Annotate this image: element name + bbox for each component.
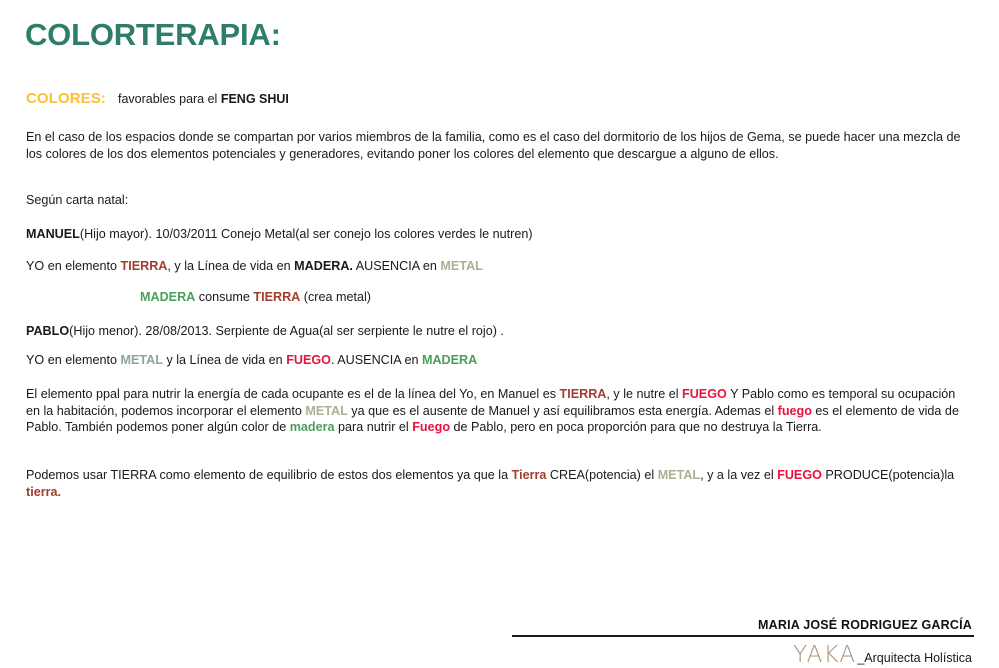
element-tierra: TIERRA [253,290,301,304]
element-madera: MADERA [421,353,478,367]
paragraph-manuel-cycle [26,289,840,306]
element-fuego: Fuego [412,420,451,434]
element-fuego: fuego [777,403,812,418]
pablo-details: (Hijo menor). 28/08/2013. Serpiente de Agua(al ser serpiente le nutre el rojo) . [69,324,504,338]
element-metal: METAL [440,259,483,273]
element-metal: METAL [657,468,701,482]
sintesis-seg5: es el elemento de vida de Pablo. También podemos poner algún color de [26,403,959,434]
element-tierra: TIERRA [120,259,168,273]
pablo-name: PABLO [26,324,70,338]
footer [512,618,974,668]
element-tierra: TIERRA [559,387,607,401]
footer-brand [512,642,974,668]
page-title: COLORTERAPIA: [25,17,281,52]
equilibrio-seg2: CREA(potencia) el [546,468,658,482]
paragraph-sintesis [26,386,972,436]
manuel-seg2: , y la Línea de vida en [167,259,295,273]
paragraph-equilibrio [26,467,972,500]
footer-divider [512,635,974,637]
equilibrio-seg1: Podemos usar TIERRA como elemento de equilibrio de estos dos elementos ya que la [26,468,512,482]
pablo-seg3: . AUSENCIA en [330,353,422,367]
element-fuego: FUEGO [777,468,822,482]
element-fuego: FUEGO [682,387,727,401]
element-madera: madera [289,420,335,434]
sintesis-seg7: de Pablo, pero en poca proporción para que no destruya la Tierra. [450,420,822,434]
sintesis-seg6: para nutrir el [334,420,413,434]
element-metal: METAL [305,403,348,418]
element-metal: METAL [120,353,163,367]
element-tierra: Tierra [511,468,547,482]
sintesis-seg3: Y Pablo como es temporal su ocupación en la habitación, podemos incorporar el elemento [26,387,956,418]
pablo-seg1: YO en elemento [26,353,121,367]
brand-tagline: _Arquitecta Holística [857,651,972,665]
element-fuego: FUEGO [286,353,331,367]
paragraph-pablo-elements [26,352,726,369]
element-madera: MADERA [140,290,196,304]
subtitle-label: COLORES: [26,90,106,107]
paragraph-pablo [26,323,726,340]
manuel-cycle-seg1: consume [195,290,254,304]
equilibrio-seg4: PRODUCE(potencia)la [821,468,955,482]
subtitle-text [118,92,289,106]
sintesis-seg4: ya que es el ausente de Manuel y así equilibramos esta energía. Ademas el [347,403,778,418]
subtitle-prefix: favorables para el [117,92,221,106]
paragraph-manuel [26,226,726,243]
paragraph-natal-heading: Según carta natal: [26,193,129,207]
element-tierra: tierra. [26,484,62,499]
equilibrio-seg3: , y a la vez el [700,468,778,482]
element-madera-bold: MADERA. [294,259,353,273]
footer-author-name: MARIA JOSÉ RODRIGUEZ GARCÍA [758,618,972,632]
manuel-seg3: AUSENCIA en [352,259,441,273]
pablo-seg2: y la Línea de vida en [162,353,287,367]
brand-logo-text: YAKA [793,642,857,668]
subtitle-strong: FENG SHUI [220,92,289,106]
paragraph-manuel-elements [26,258,726,275]
paragraph-intro: En el caso de los espacios donde se compartan por varios miembros de la familia, como es el caso del dormitorio de los hijos de Gema, se puede hacer una mezcla de los colores de los dos elementos potenciales y generadores, evitando poner los colores del elemento que descargue a alguno de ellos. [26,130,961,161]
manuel-name: MANUEL [26,227,80,241]
sintesis-seg2: , y le nutre el [606,387,683,401]
subtitle-row [26,90,289,107]
manuel-cycle-seg2: (crea metal) [300,290,371,304]
manuel-seg1: YO en elemento [26,259,121,273]
sintesis-seg1: El elemento ppal para nutrir la energía de cada ocupante es el de la línea del Yo, en Manuel es [26,387,560,401]
manuel-details: (Hijo mayor). 10/03/2011 Conejo Metal(al ser conejo los colores verdes le nutren) [79,227,533,241]
